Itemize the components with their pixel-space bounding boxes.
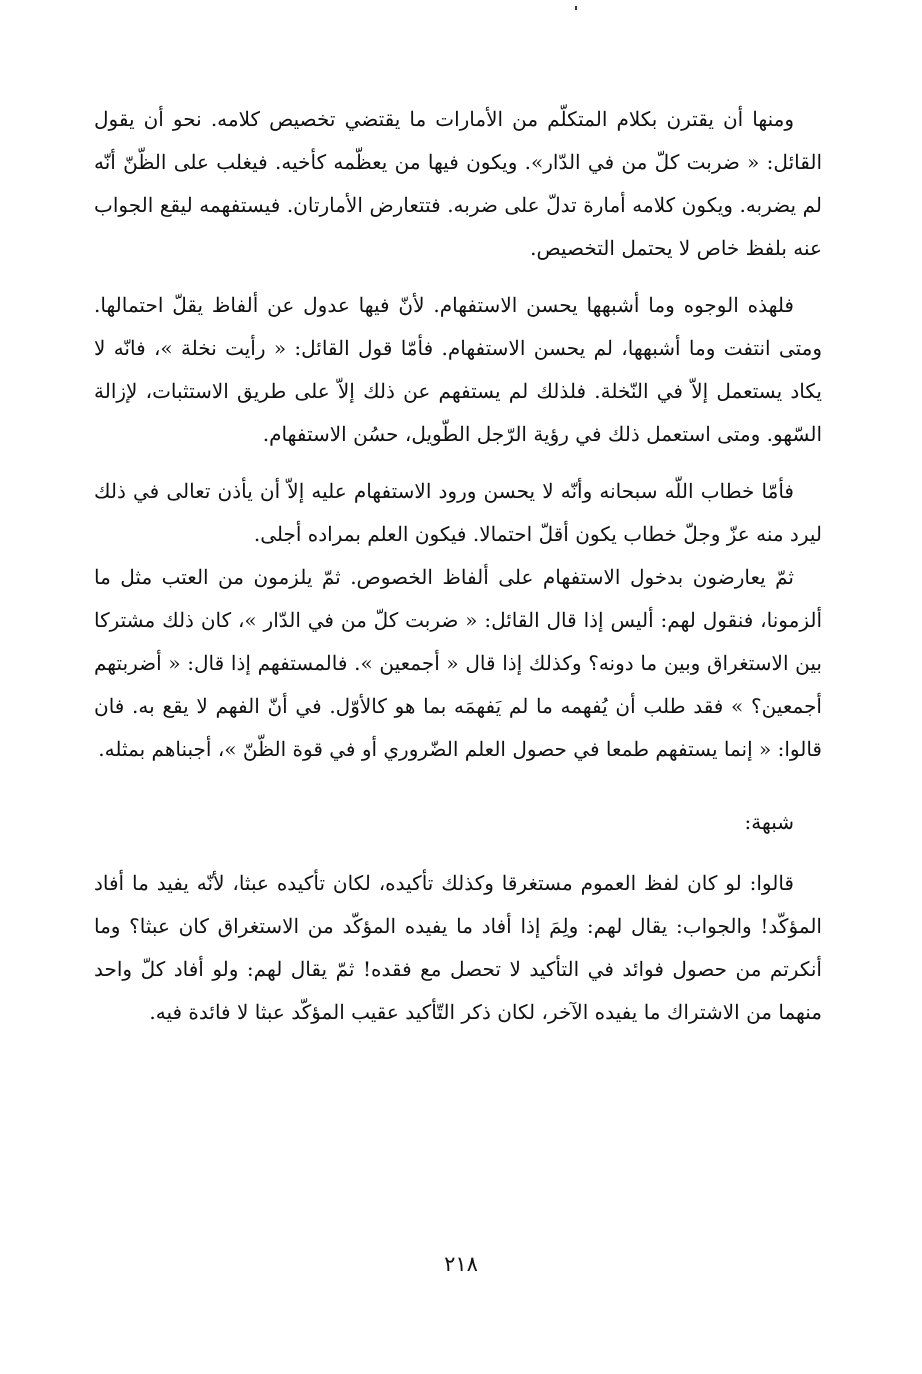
paragraph-4: ثمّ يعارضون بدخول الاستفهام على ألفاظ الخصوص. ثمّ يلزمون من العتب مثل ما ألزمونا، فنقول لهم: أليس إذا قال القائل: « ضربت كلّ من في الدّار »، كان ذلك مشتركا بين الاستغراق وبين ما دونه؟ وكذلك إذا قال « أجمعين ». فالمستفهم إذا قال: « أضربتهم أجمعين؟ » فقد طلب أن يُفهمه ما لم يَفهمَه بما هو كالأوّل. في أنّ الفهم لا يقع به. فان قالوا: « إنما يستفهم طمعا في حصول العلم الضّروري أو في قوة الظّنّ »، أجبناهم بمثله. [94,565,822,761]
paragraph-3: فأمّا خطاب اللّه سبحانه وأنّه لا يحسن ورود الاستفهام عليه إلاّ أن يأذن تعالى في ذلك ليرد منه عزّ وجلّ خطاب يكون أقلّ احتمالا. فيكون العلم بمراده أجلى. [94,479,822,546]
section-heading: شبهة: [744,810,794,834]
scan-mark [575,6,577,10]
paragraph-5: قالوا: لو كان لفظ العموم مستغرقا وكذلك تأكيده، لكان تأكيده عبثا، لأنّه يفيد ما أفاد المؤكّد! والجواب: يقال لهم: ولِمَ إذا أفاد ما يفيده المؤكّد من الاستغراق كان عبثا؟ وما أنكرتم من حصول فوائد في التأكيد لا تحصل مع فقده! ثمّ يقال لهم: ولو أفاد كلّ واحد منهما من الاشتراك ما يفيده الآخر، لكان ذكر التّأكيد عقيب المؤكّد عبثا لا فائدة فيه. [94,871,822,1024]
body-text [94,98,822,1034]
paragraph-1: ومنها أن يقترن بكلام المتكلّم من الأمارات ما يقتضي تخصيص كلامه. نحو أن يقول القائل: « ضربت كلّ من في الدّار». ويكون فيها من يعظّمه كأخيه. فيغلب على الظّنّ أنّه لم يضربه. ويكون كلامه أمارة تدلّ على ضربه. فتتعارض الأمارتان. فيستفهمه ليقع الجواب عنه بلفظ خاص لا يحتمل التخصيص. [94,107,822,260]
paragraph-2: فلهذه الوجوه وما أشبهها يحسن الاستفهام. لأنّ فيها عدول عن ألفاظ يقلّ احتمالها. ومتى انتفت وما أشبهها، لم يحسن الاستفهام. فأمّا قول القائل: « رأيت نخلة »، فانّه لا يكاد يستعمل إلاّ في النّخلة. فلذلك لم يستفهم عن ذلك إلاّ على طريق الاستثبات، لإزالة السّهو. ومتى استعمل ذلك في رؤية الرّجل الطّويل، حسُن الاستفهام. [94,293,822,446]
page-number: ٢١٨ [444,1252,478,1276]
